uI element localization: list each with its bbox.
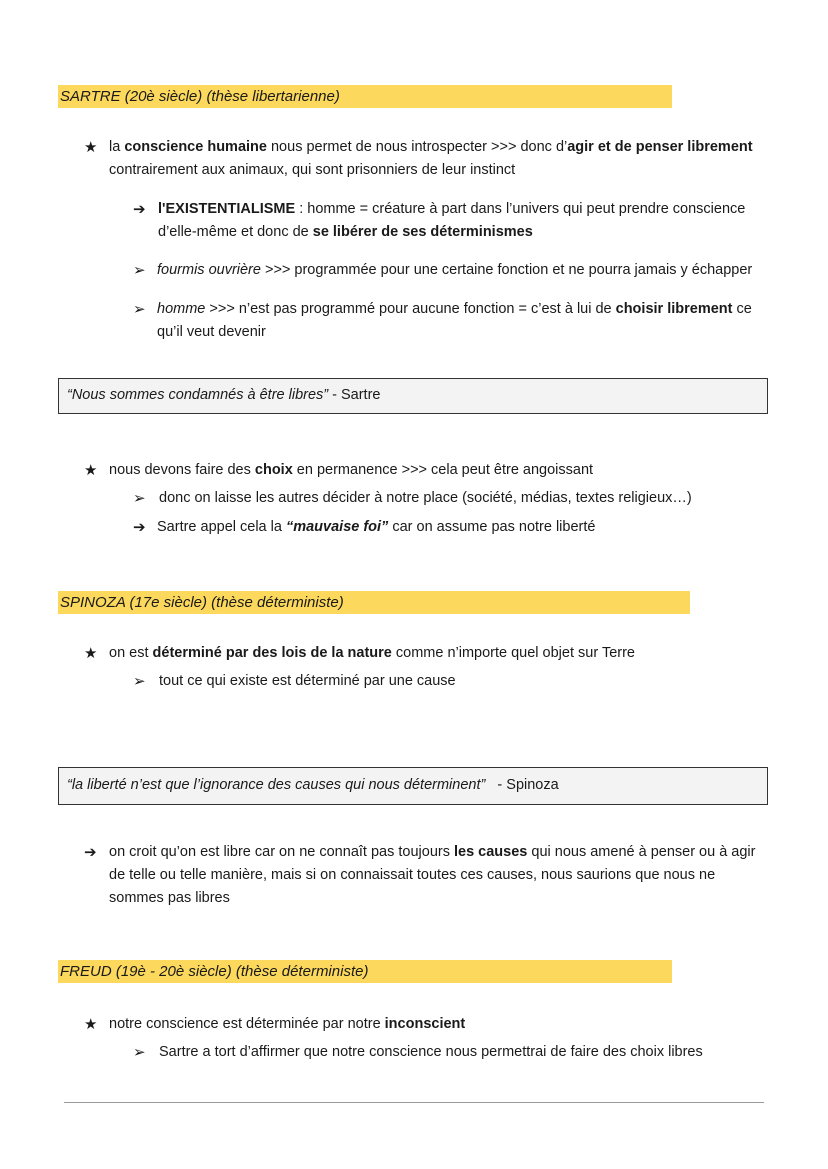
arrowhead-icon: ➢: [133, 673, 146, 690]
paragraph: qu’il veut devenir: [157, 324, 266, 340]
paragraph: Sartre a tort d’affirmer que notre conscience nous permettrai de faire des choix libres: [159, 1044, 703, 1060]
star-icon: ★: [84, 1016, 98, 1033]
arrow-icon: ➔: [84, 844, 97, 861]
paragraph: contrairement aux animaux, qui sont prisonniers de leur instinct: [109, 162, 516, 178]
arrowhead-icon: ➢: [133, 490, 146, 507]
paragraph: Sartre appel cela la “mauvaise foi” car on assume pas notre liberté: [157, 519, 596, 535]
paragraph: sommes pas libres: [109, 890, 230, 906]
arrow-icon: ➔: [133, 201, 146, 218]
paragraph: on est déterminé par des lois de la nature comme n’importe quel objet sur Terre: [109, 645, 635, 661]
section-heading-sartre: SARTRE (20è siècle) (thèse libertarienne): [58, 85, 672, 108]
paragraph: la conscience humaine nous permet de nous introspecter >>> donc d’agir et de penser librement: [109, 139, 753, 155]
arrowhead-icon: ➢: [133, 1044, 146, 1061]
paragraph: tout ce qui existe est déterminé par une cause: [159, 673, 456, 689]
paragraph: on croit qu’on est libre car on ne connaît pas toujours les causes qui nous amené à penser ou à agir: [109, 844, 756, 860]
section-heading-spinoza: SPINOZA (17e siècle) (thèse déterministe): [58, 591, 690, 614]
star-icon: ★: [84, 645, 98, 662]
arrowhead-icon: ➢: [133, 262, 146, 279]
star-icon: ★: [84, 462, 98, 479]
quote-box-sartre: “Nous sommes condamnés à être libres” - Sartre: [58, 378, 768, 414]
arrow-icon: ➔: [133, 519, 146, 536]
star-icon: ★: [84, 139, 98, 156]
paragraph: de telle ou telle manière, mais si on connaissait toutes ces causes, nous saurions que nous ne: [109, 867, 716, 883]
quote-box-spinoza: “la liberté n’est que l’ignorance des causes qui nous déterminent” - Spinoza: [58, 767, 768, 805]
paragraph: notre conscience est déterminée par notre inconscient: [109, 1016, 466, 1032]
paragraph: d’elle-même et donc de se libérer de ses déterminismes: [158, 224, 533, 240]
paragraph: l'EXISTENTIALISME : homme = créature à part dans l’univers qui peut prendre conscience: [158, 201, 746, 217]
paragraph: fourmis ouvrière >>> programmée pour une certaine fonction et ne pourra jamais y échapper: [157, 262, 753, 278]
section-heading-freud: FREUD (19è - 20è siècle) (thèse déterministe): [58, 960, 672, 983]
paragraph: donc on laisse les autres décider à notre place (société, médias, textes religieux…): [159, 490, 692, 506]
page-divider: [64, 1102, 764, 1103]
paragraph: nous devons faire des choix en permanence >>> cela peut être angoissant: [109, 462, 594, 478]
paragraph: homme >>> n’est pas programmé pour aucune fonction = c’est à lui de choisir librement ce: [157, 301, 752, 317]
arrowhead-icon: ➢: [133, 301, 146, 318]
